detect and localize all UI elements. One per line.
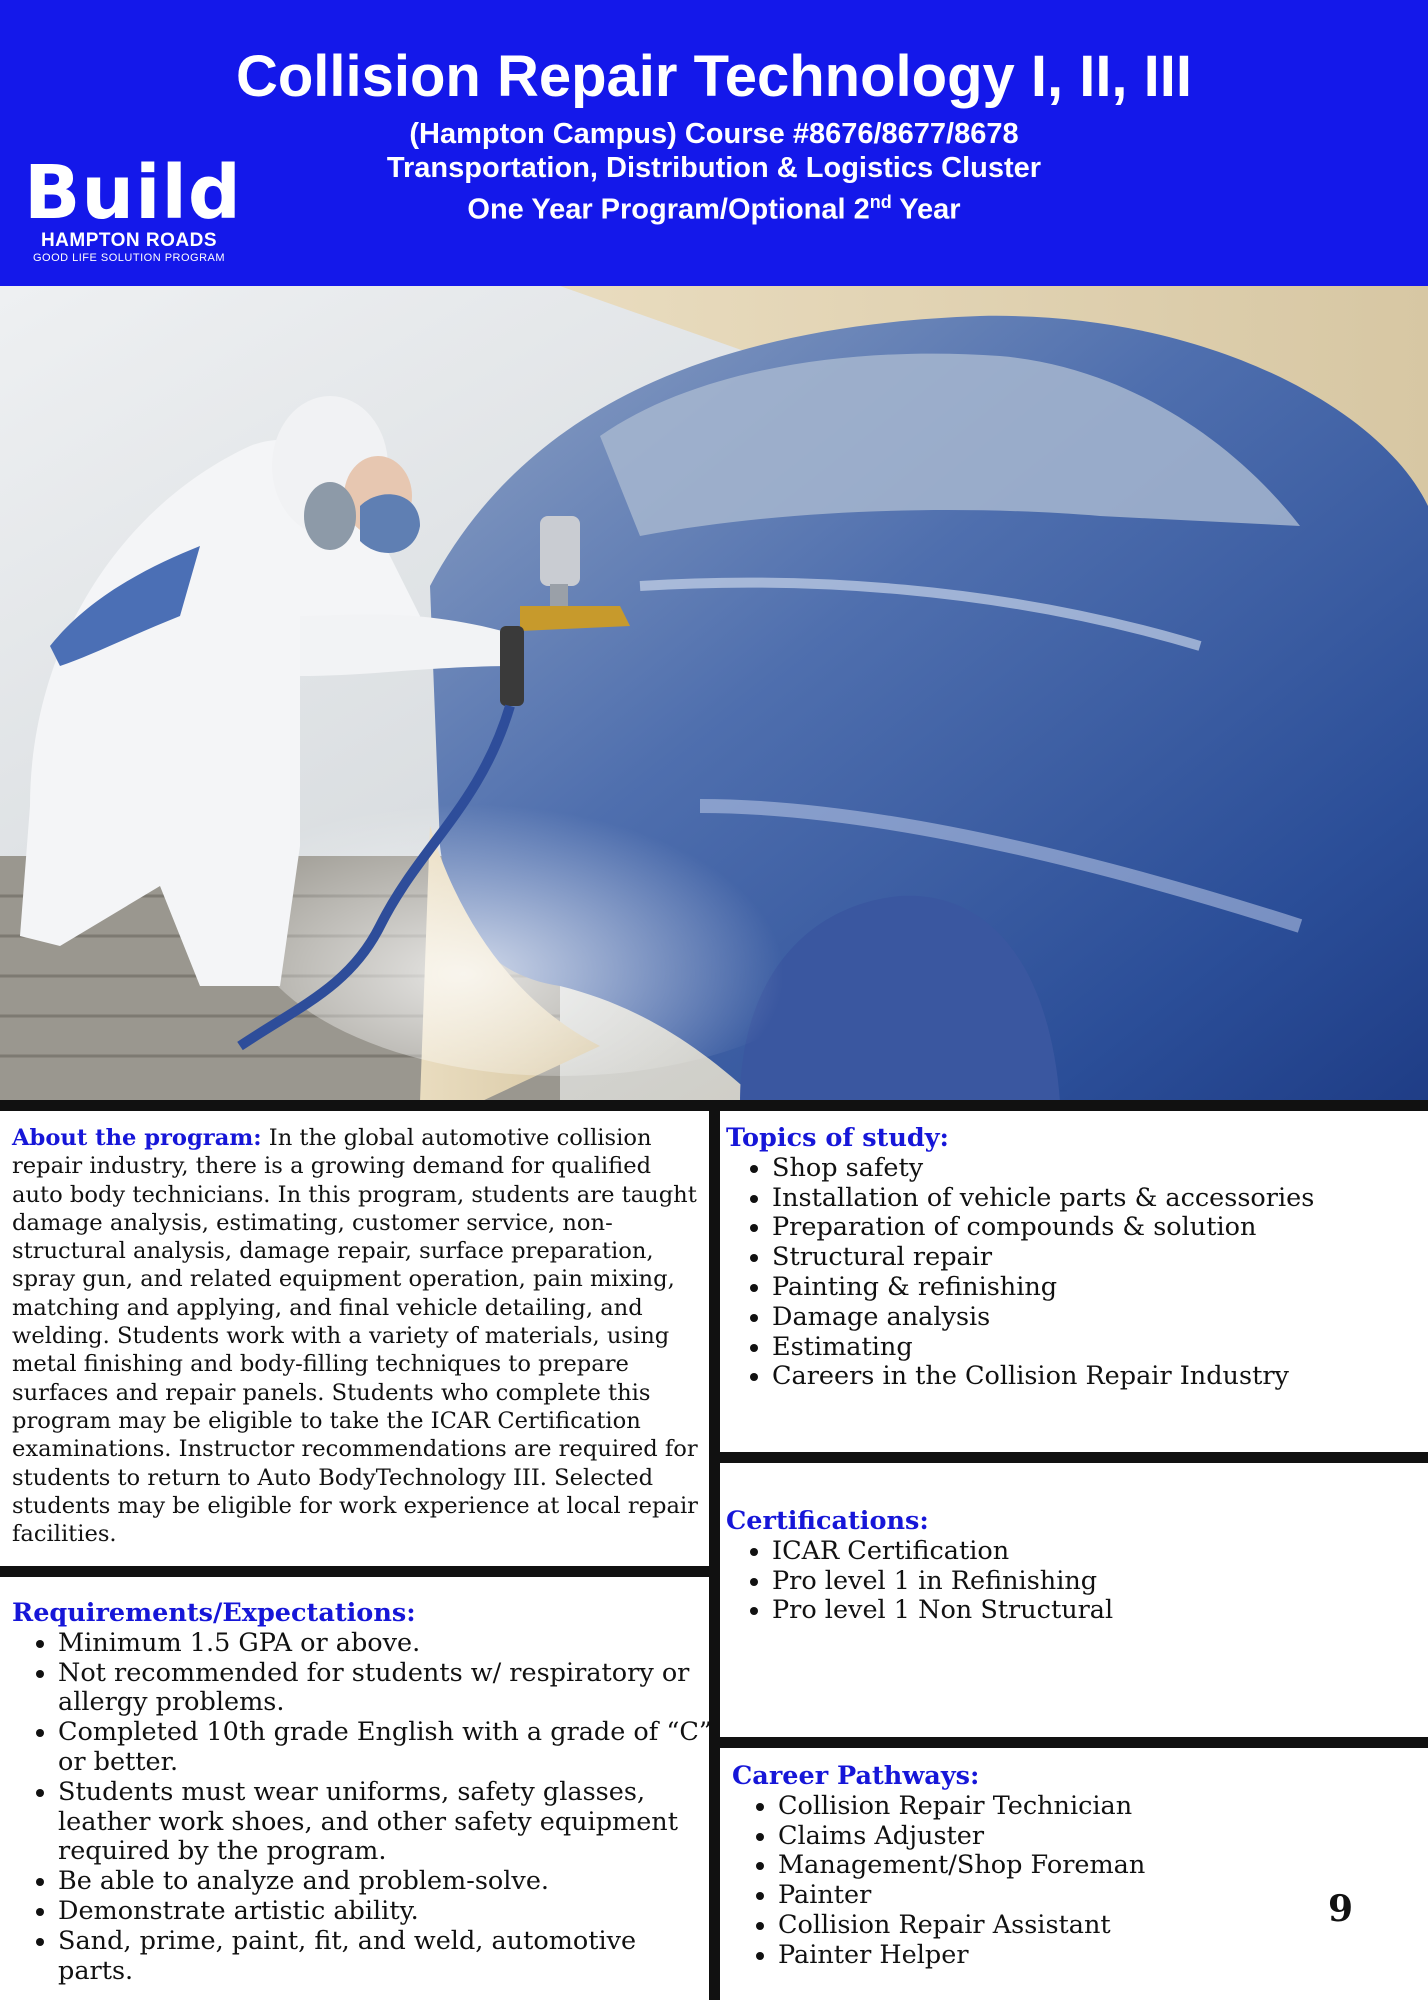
about-heading: About the program: [12,1125,262,1151]
list-item: • Shop safety [772,1154,1416,1184]
list-item: • Painter [778,1881,1332,1911]
list-item: • Collision Repair Technician [778,1792,1332,1822]
list-item: • Sand, prime, paint, fit, and weld, automotive parts. [58,1927,712,1987]
list-item: • Minimum 1.5 GPA or above. [58,1629,712,1659]
list-item: • Structural repair [772,1243,1416,1273]
careers-list [732,1792,1332,1971]
list-item: • Preparation of compounds & solution [772,1213,1416,1243]
left-section-divider [0,1566,709,1577]
build-hampton-roads-logo [24,150,242,278]
program-length-text: One Year Program/Optional 2 [467,193,870,226]
course-numbers: (Hampton Campus) Course #8676/8677/8678 [409,118,1019,150]
spray-painter-photo [0,286,1428,1102]
list-item: • Claims Adjuster [778,1822,1332,1852]
page-number: 9 [1328,1888,1354,1930]
list-item: • Students must wear uniforms, safety glasses, leather work shoes, and other safety equipment required by the program. [58,1778,712,1867]
page-header [0,0,1428,286]
cluster-name: Transportation, Distribution & Logistics Cluster [386,152,1042,184]
list-item: • Collision Repair Assistant [778,1911,1332,1941]
ordinal-suffix: nd [869,192,892,212]
topics-heading: Topics of study: [726,1123,949,1153]
photo-illustration [0,286,1428,1102]
topics-divider [720,1452,1428,1463]
list-item: • Be able to analyze and problem-solve. [58,1867,712,1897]
list-item: • Pro level 1 in Refinishing [772,1567,1416,1597]
list-item: • Installation of vehicle parts & accessories [772,1184,1416,1214]
page-title: Collision Repair Technology I, II, III [235,44,1193,109]
list-item: • Damage analysis [772,1303,1416,1333]
requirements-expectations [12,1599,712,1986]
list-item: • Not recommended for students w/ respiratory or allergy problems. [58,1659,712,1719]
topics-list [726,1154,1416,1392]
photo-divider [0,1100,1428,1111]
requirements-heading: Requirements/Expectations: [12,1598,416,1628]
certifications-list [726,1537,1416,1626]
certifications-divider [720,1737,1428,1748]
list-item: • Pro level 1 Non Structural [772,1596,1416,1626]
certifications-heading: Certifications: [726,1506,929,1536]
list-item: • ICAR Certification [772,1537,1416,1567]
list-item: • Careers in the Collision Repair Industry [772,1362,1416,1392]
career-pathways [732,1762,1332,1971]
requirements-list [12,1629,712,1987]
about-body: In the global automotive collision repair industry, there is a growing demand for qualified auto body technicians. In this program, students are taught damage analysis, estimating, customer service, non-structural analysis, damage repair, surface preparation, spray gun, and related equipment operation, pain mixing, matching and applying, and final vehicle detailing, and welding. Students work with a variety of materials, using metal finishing and body-filling techniques to prepare surfaces and repair panels. Students who complete this program may be eligible to take the ICAR Certification examinations. Instructor recommendations are required for students to return to Auto BodyTechnology III. Selected students may be eligible for work experience at local repair facilities. [12,1125,698,1548]
list-item: • Management/Shop Foreman [778,1851,1332,1881]
list-item: • Painting & refinishing [772,1273,1416,1303]
program-length-tail: Year [891,193,961,226]
careers-heading: Career Pathways: [732,1761,980,1791]
list-item: • Demonstrate artistic ability. [58,1897,712,1927]
logo-wordmark: Build [24,150,242,236]
logo-region: HAMPTON ROADS [40,230,218,251]
list-item: • Completed 10th grade English with a grade of “C” or better. [58,1718,712,1778]
certifications [726,1507,1416,1626]
list-item: • Painter Helper [778,1941,1332,1971]
about-program [12,1124,707,1548]
topics-of-study [726,1124,1416,1392]
list-item: • Estimating [772,1333,1416,1363]
logo-tagline: GOOD LIFE SOLUTION PROGRAM [32,252,226,264]
